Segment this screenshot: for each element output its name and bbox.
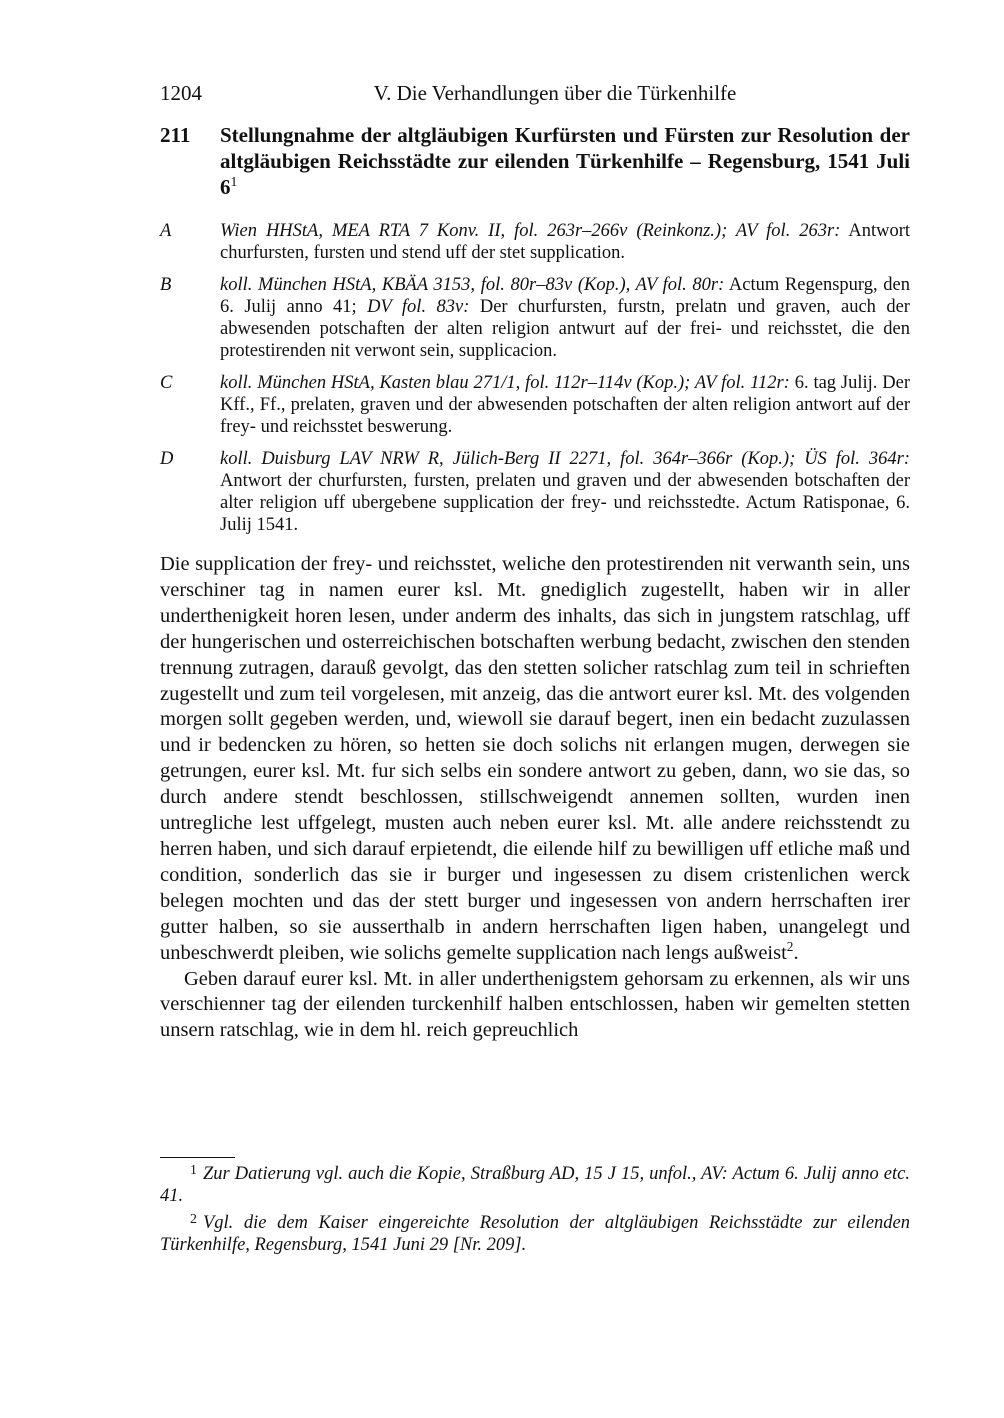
footnote bbox=[160, 1160, 910, 1207]
body-paragraph bbox=[160, 552, 910, 967]
witness-citation: koll. Duisburg LAV NRW R, Jülich-Berg II 2271, fol. 364r–366r (Kop.); ÜS fol. 364r: bbox=[220, 449, 910, 469]
running-head bbox=[160, 78, 910, 108]
footnote-text: Vgl. die dem Kaiser eingereichte Resolution der altgläubigen Reichsstädte zur eilenden Türkenhilfe, Regensburg, 1541 Juni 29 [Nr. 209]. bbox=[160, 1212, 910, 1255]
witness-citation: Wien HHStA, MEA RTA 7 Konv. II, fol. 263r–266v (Reinkonz.); AV fol. 263r: bbox=[220, 221, 841, 241]
footnote-rule bbox=[160, 1157, 235, 1158]
witness-a bbox=[160, 220, 910, 264]
witness-siglum: A bbox=[160, 221, 172, 241]
document-title-text: Stellungnahme der altgläubigen Kurfürsten und Fürsten zur Resolution der altgläubigen Reichsstädte zur eilenden Türkenhilfe – Regensburg, 1541 Juli 6 bbox=[220, 123, 910, 199]
footnotes bbox=[160, 1160, 910, 1258]
witness-citation: koll. München HStA, Kasten blau 271/1, fol. 112r–114v (Kop.); AV fol. 112r: bbox=[220, 373, 790, 393]
running-title: V. Die Verhandlungen über die Türkenhilfe bbox=[373, 81, 737, 105]
footnote-ref: 1 bbox=[230, 174, 238, 189]
witness-text-2: Der churfursten, furstn, prelatn und graven, auch der abwesenden potschaften der alten religion antwurt auf der frei- und reichsstet, die den protestirenden nit verwont sein, supplicacion. bbox=[220, 297, 910, 361]
witness-b bbox=[160, 274, 910, 362]
document-heading bbox=[160, 122, 910, 200]
witness-description bbox=[220, 274, 910, 362]
body-text bbox=[160, 552, 910, 1044]
witness-text: Antwort churfursten, fursten und stend uff der stet supplication. bbox=[220, 221, 911, 263]
footnote-number: 2 bbox=[190, 1211, 197, 1227]
witness-description bbox=[220, 372, 910, 438]
witness-siglum: D bbox=[160, 449, 174, 469]
page-number: 1204 bbox=[160, 81, 202, 105]
witness-d bbox=[160, 448, 910, 536]
page bbox=[160, 78, 910, 1044]
document-title bbox=[220, 122, 910, 200]
witness-siglum: B bbox=[160, 275, 172, 295]
footnote-ref: 2 bbox=[786, 938, 794, 954]
witness-siglum: C bbox=[160, 373, 173, 393]
witness-text: Actum Regenspurg, den 6. Julij anno 41; bbox=[220, 275, 910, 317]
witness-c bbox=[160, 372, 910, 438]
witness-text: Antwort der churfursten, fursten, prelaten und graven und der abwesenden botschaften der alter religion uff ubergebene supplication der frey- und reichsstedte. Actum Ratisponae, 6. Julij 1541. bbox=[220, 471, 910, 535]
footnote bbox=[160, 1209, 910, 1256]
footnote-text: Zur Datierung vgl. auch die Kopie, Straßburg AD, 15 J 15, unfol., AV: Actum 6. Julij anno etc. 41. bbox=[160, 1163, 910, 1206]
witness-citation: koll. München HStA, KBÄA 3153, fol. 80r–83v (Kop.), AV fol. 80r: bbox=[220, 275, 725, 295]
body-paragraph-text: Die supplication der frey- und reichsstet, weliche den protestirenden nit verwanth sein, uns verschiner tag in namen eurer ksl. Mt. gnediglich zugestellt, haben wir in aller underthenigkeit horen lesen, under anderm des inhalts, das sich in jungstem ratschlag, uff der hungerischen und osterreichischen botschaften werbung bedacht, zwischen den stenden trennung zutragen, darauß gevolgt, das den stetten solicher ratschlag zum teil in schrieften zugestellt und zum teil vorgelesen, mit anzeig, das die antwort eurer ksl. Mt. des volgenden morgen sollt gegeben werden, und, wiewoll sie darauf begert, inen ein bedacht zuzulassen und ir bedencken zu hören, so hetten sie doch solichs nit erlangen mugen, derwegen sie getrungen, eurer ksl. Mt. fur sich selbs ein sondere antwort zu geben, dann, wo sie das, so durch andere stendt beschlossen, stillschweigendt annemen sollten, wurden inen untregliche lest uffgelegt, musten auch neben eurer ksl. Mt. alle andere reichsstendt zu herren haben, und sich darauf erpietendt, die eilende hilf zu bewilligen uff etliche maß und condition, sonderlich das sie ir burger und ingesessen zu disem cristenlichen werck belegen mochten und das der stett burger und ingesessen von andern herrschaften irer gutter halben, so sie ausserthalb in andern herrschaften ligen haben, unangelegt und unbeschwerdt pleiben, wie solichs gemelte supplication nach lengs außweist bbox=[160, 553, 910, 964]
document-number: 211 bbox=[160, 123, 191, 147]
witness-text: 6. tag Julij. Der Kff., Ff., prelaten, graven und der abwesenden potschaften der alten religion antwort auf der frey- und reichsstet beswerung. bbox=[220, 373, 911, 437]
witness-citation-2: DV fol. 83v: bbox=[367, 297, 470, 317]
witness-list bbox=[160, 220, 910, 536]
body-paragraph: Geben darauf eurer ksl. Mt. in aller underthenigstem gehorsam zu erkennen, als wir uns verschienner tag der eilenden turckenhilf halben entschlossen, haben wir gemelten stetten unsern ratschlag, wie in dem hl. reich gepreuchlich bbox=[160, 967, 910, 1042]
footnote-number: 1 bbox=[190, 1163, 197, 1178]
body-paragraph-end: . bbox=[793, 941, 799, 964]
witness-description bbox=[220, 220, 910, 264]
witness-description bbox=[220, 448, 910, 536]
